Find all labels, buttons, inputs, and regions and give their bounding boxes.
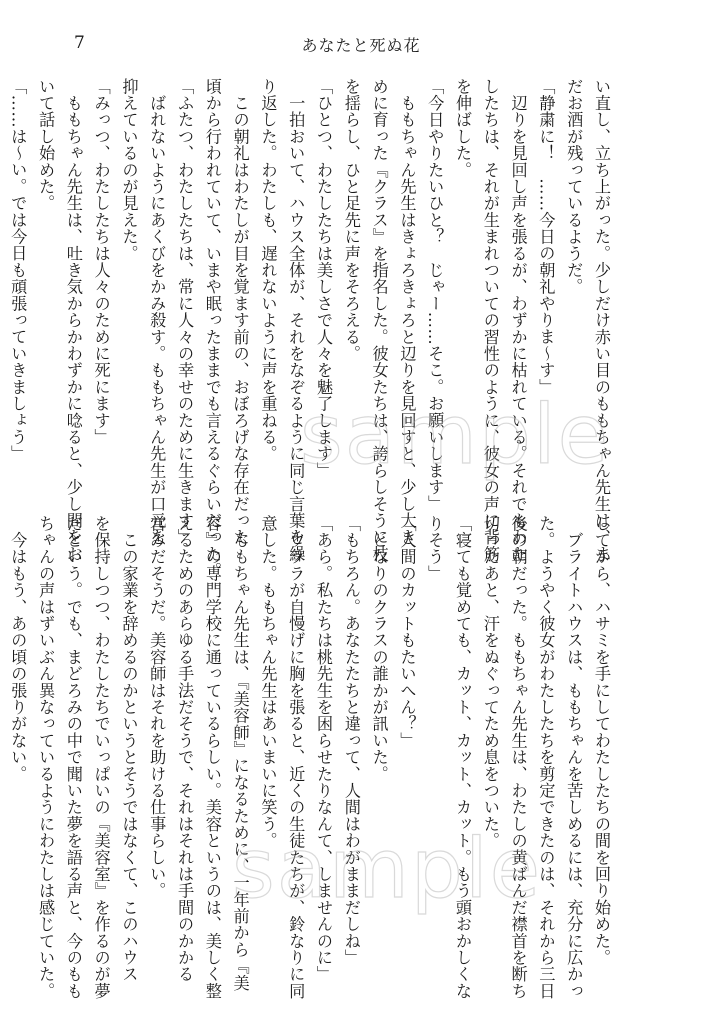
text-line: を保持しつつ、わたしたちでいっぱいの『美容室』を作るのが夢 <box>91 515 111 1000</box>
text-line: 後の朝だった。ももちゃん先生は、わたしの黄ばんだ襟首を断ち <box>508 515 528 1000</box>
text-line: い直し、立ち上がった。少しだけ赤い目のももちゃん先生は、ま <box>592 78 611 563</box>
text-line: 抑えているのが見えた。 <box>119 78 139 262</box>
text-line: 「寝ても覚めても、カット、カット、カット。もう頭おかしくな <box>453 515 473 1000</box>
text-line: 一拍おいて、ハウス全体が、それをなぞるように同じ言葉を繰 <box>286 78 306 563</box>
watermark-top: sample <box>300 388 611 483</box>
text-line: 意した。ももちゃん先生はあいまいに笑う。 <box>258 515 278 849</box>
text-line: だお酒が残っているようだ。 <box>564 78 584 296</box>
text-line: 「あら。私たちは桃先生を困らせたりなんて、しませんのに」 <box>314 515 334 983</box>
text-line: したちは、それが生まれついての習性のように、彼女の声に背筋 <box>480 78 500 563</box>
text-line: めに育った『クラス』を指名した。彼女たちは、誇らしそうに枝 <box>369 78 389 563</box>
text-line: た。ようやく彼女がわたしたちを剪定できたのは、それから三日 <box>536 515 556 1000</box>
text-line: 「ふたつ、わたしたちは、常に人々の幸せのために生きます」 <box>175 78 195 546</box>
text-line: ウララが自慢げに胸を張ると、近くの生徒たちが、鈴なりに同 <box>286 515 306 1000</box>
watermark-bottom: sample <box>232 822 543 917</box>
text-line: 「人間のカットもたいへん？」 <box>397 515 417 749</box>
text-line: 「もちろん。あなたたちと違って、人間はわがままだしね」 <box>341 515 361 966</box>
text-line: してから、ハサミを手にしてわたしたちの間を回り始めた。 <box>592 515 611 966</box>
text-line: ももちゃん先生は、吐き気からかわずかに唸ると、少し間をお <box>63 78 83 563</box>
page-number: 7 <box>74 33 85 53</box>
text-line: だという。でも、まどろみの中で聞いた夢を語る声と、今のもも <box>63 515 83 1000</box>
text-line: 「今日やりたいひと？ じゃー……そこ。お願いします」 <box>425 78 445 513</box>
text-line: えるためのあらゆる手法だそうで、それはそれは手間のかかる <box>175 515 195 983</box>
text-line: 辺りを見回し声を張るが、わずかに枯れている。それでもわた <box>508 78 528 563</box>
text-line: 今はもう、あの頃の張りがない。 <box>8 515 28 783</box>
text-line: 「……は〜い。では今日も頑張っていきましょう」 <box>8 78 28 463</box>
text-line: この朝礼はわたしが目を覚ます前の、おぼろげな存在だった <box>230 78 250 546</box>
text-line: りそう」 <box>425 515 445 582</box>
text-line: を揺らし、ひと足先に声をそろえる。 <box>341 78 361 362</box>
text-line: 「みっつ、わたしたちは人々のために死にます」 <box>91 78 111 446</box>
text-line: り返した。わたしも、遅れないように声を重ねる。 <box>258 78 278 463</box>
text-line <box>0 78 3 508</box>
text-line: 容』の専門学校に通っているらしい。美容というのは、美しく整 <box>202 515 222 1000</box>
text-line: この家業を辞めるのかというとそうではなくて、このハウス <box>119 515 139 983</box>
text-line: 「ひとつ、わたしたちは美しさで人々を魅了します」 <box>314 78 334 479</box>
text-line: ももちゃん先生は、『美容師』になるために、一年前から『美 <box>230 515 250 992</box>
text-line: 営みだそうだ。美容師はそれを助ける仕事らしい。 <box>147 515 167 900</box>
text-line: いて話し始めた。 <box>36 78 56 212</box>
text-line: を伸ばした。 <box>453 78 473 179</box>
text-line: ブライトハウスは、ももちゃんを苦しめるには、充分に広かっ <box>564 515 584 1000</box>
book-title: あなたと死ぬ花 <box>301 36 421 55</box>
text-line: ばれないようにあくびをかみ殺す。ももちゃん先生が口元を <box>147 78 167 546</box>
text-line: ももちゃん先生はきょろきょろと辺りを見回すと、少し大き <box>397 78 417 546</box>
text-line: となりのクラスの誰かが訊いた。 <box>369 515 389 783</box>
text-line: 切ったあと、汗をぬぐってため息をついた。 <box>480 515 500 849</box>
text-line: ちゃんの声はずいぶん異なっているようにわたしは感じていた。 <box>36 515 56 1000</box>
text-column-bottom <box>8 515 615 1000</box>
text-line: 「静粛に！ ……今日の朝礼やりま〜す」 <box>536 78 556 396</box>
text-line: 頃から行われていて、いまや眠ったままでも言えるぐらいだった。 <box>202 78 222 579</box>
